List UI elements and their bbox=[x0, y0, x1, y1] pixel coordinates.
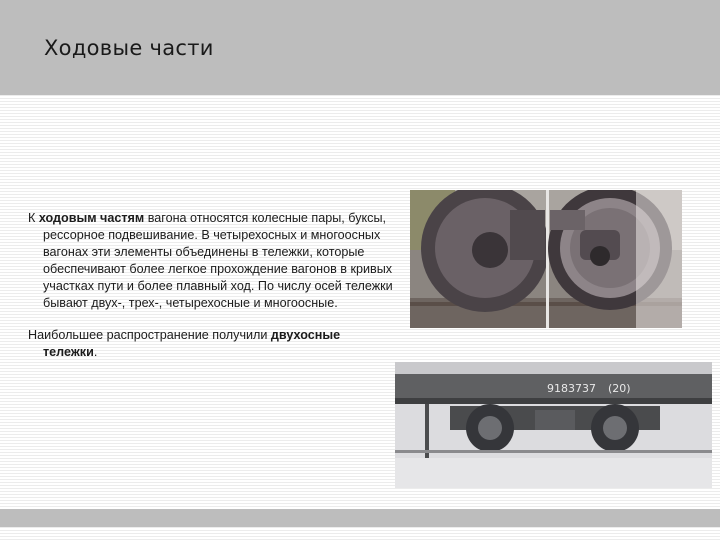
term-running-gear: ходовым частям bbox=[38, 211, 145, 225]
term-two-axle-bogies: двухосные тележки bbox=[43, 328, 341, 359]
bogie-photo bbox=[395, 362, 712, 488]
wheelset-photo bbox=[410, 190, 682, 328]
slide-title: Ходовые части bbox=[44, 36, 214, 60]
footer-bar bbox=[0, 509, 720, 527]
body-text bbox=[28, 210, 396, 361]
wagon-number: 9183737 bbox=[547, 382, 596, 395]
paragraph-running-gear: К ходовым частям вагона относятся колесные пары, буксы, рессорное подвешивание. В четырехосных и многоосных вагонах эти элементы объединены в тележки, которые обеспечивают более легкое прохождение вагонов в кривых участках пути и более плавный ход. По числу осей тележки бывают двух-, трех-, четырехосные и многоосные. bbox=[28, 211, 393, 310]
paragraph-two-axle-bogies: Наибольшее распространение получили двухосные тележки. bbox=[28, 328, 341, 359]
wagon-mark: (20) bbox=[608, 382, 631, 395]
title-bar bbox=[0, 0, 720, 95]
